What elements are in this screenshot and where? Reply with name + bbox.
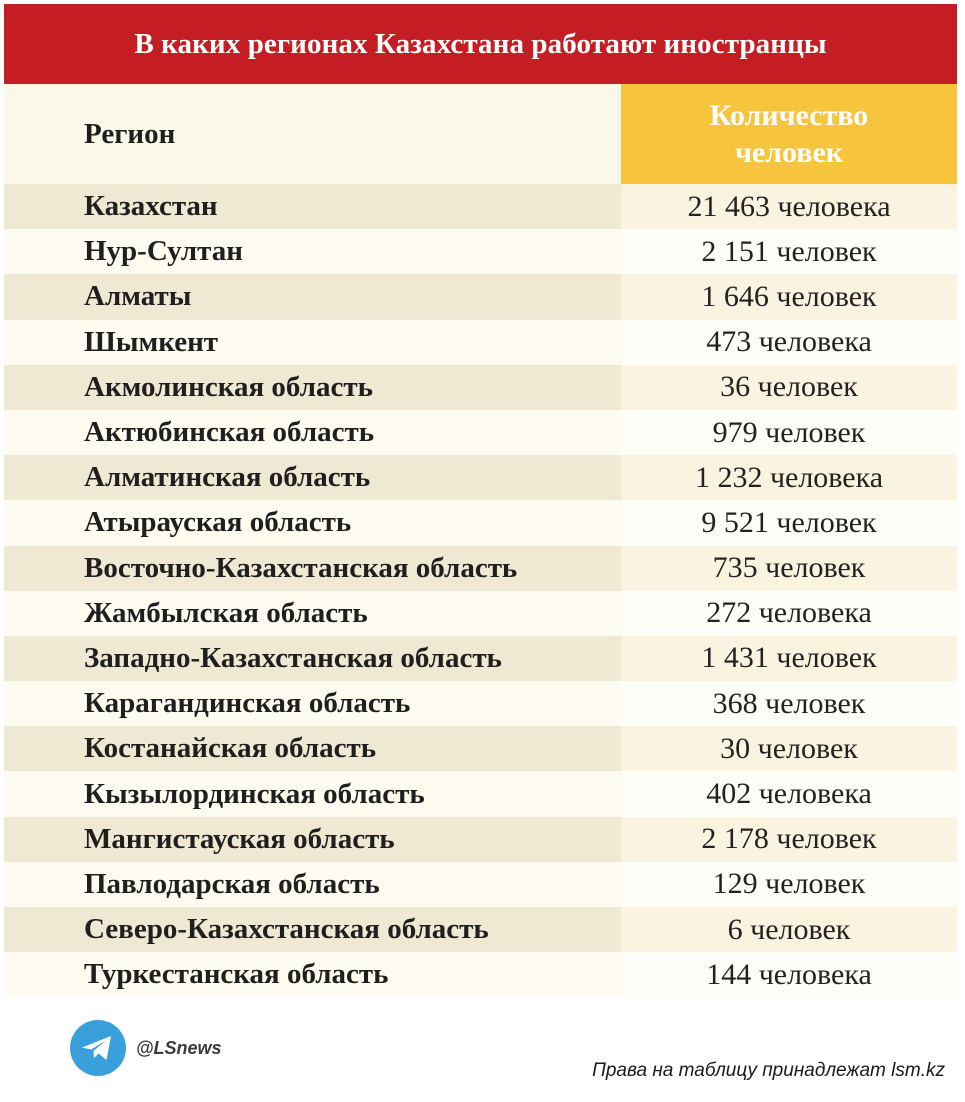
data-table [4,84,957,997]
telegram-icon[interactable] [70,1020,126,1076]
table-row [4,952,957,997]
row-count: 735 человек [621,546,957,591]
header-count-line1: Количество [709,99,869,132]
row-region: Костанайская область [4,726,621,771]
row-count: 6 человек [621,907,957,952]
header-count [621,84,957,184]
row-region: Актюбинская область [4,410,621,455]
table-row [4,229,957,274]
table-row [4,410,957,455]
table-header [4,84,957,184]
header-region: Регион [4,84,621,184]
table-row [4,184,957,229]
table-row [4,546,957,591]
row-count: 979 человек [621,410,957,455]
row-count: 30 человек [621,726,957,771]
row-count: 9 521 человек [621,500,957,545]
row-region: Восточно-Казахстанская область [4,546,621,591]
row-count: 1 431 человек [621,636,957,681]
row-count: 36 человек [621,365,957,410]
channel-handle[interactable]: @LSnews [136,1038,222,1058]
row-region: Западно-Казахстанская область [4,636,621,681]
table-row [4,365,957,410]
table-row [4,771,957,816]
row-region: Шымкент [4,320,621,365]
row-count: 473 человека [621,320,957,365]
copyright-note: Права на таблицу принадлежат lsm.kz [592,1060,945,1081]
row-count: 129 человек [621,862,957,907]
row-region: Нур-Султан [4,229,621,274]
row-count: 144 человека [621,952,957,997]
table-row [4,681,957,726]
table-row [4,591,957,636]
row-count: 2 151 человек [621,229,957,274]
row-region: Карагандинская область [4,681,621,726]
row-region: Северо-Казахстанская область [4,907,621,952]
table-row [4,907,957,952]
header-count-line2: человек [734,136,844,169]
row-region: Мангистауская область [4,817,621,862]
row-count: 272 человека [621,591,957,636]
table-body [4,184,957,997]
row-region: Кызылординская область [4,771,621,816]
table-row [4,726,957,771]
row-region: Алматы [4,274,621,319]
row-region: Павлодарская область [4,862,621,907]
row-count: 402 человека [621,771,957,816]
table-row [4,500,957,545]
chart-title: В каких регионах Казахстана работают иностранцы [4,4,957,84]
row-region: Казахстан [4,184,621,229]
table-row [4,862,957,907]
footer [0,1000,965,1102]
table-row [4,636,957,681]
row-count: 2 178 человек [621,817,957,862]
row-count: 1 232 человека [621,455,957,500]
row-count: 21 463 человека [621,184,957,229]
row-region: Акмолинская область [4,365,621,410]
table-row [4,320,957,365]
table-row [4,817,957,862]
row-region: Атырауская область [4,500,621,545]
table-row [4,274,957,319]
row-region: Алматинская область [4,455,621,500]
row-region: Туркестанская область [4,952,621,997]
row-region: Жамбылская область [4,591,621,636]
table-row [4,455,957,500]
row-count: 1 646 человек [621,274,957,319]
row-count: 368 человек [621,681,957,726]
